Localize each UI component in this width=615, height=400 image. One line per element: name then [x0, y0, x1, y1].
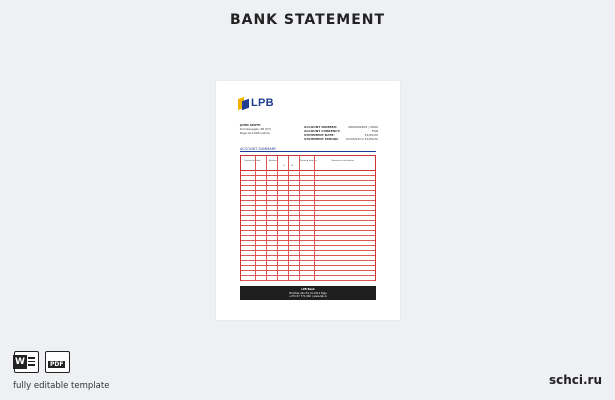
transactions-table	[240, 155, 376, 281]
account-info-value: 0000000001 / 0000	[348, 125, 378, 129]
table-header-cell: Dr	[291, 165, 294, 167]
table-header-cell: Amount	[269, 160, 277, 162]
account-info-value: EUR	[371, 129, 378, 133]
account-info-label: ACCOUNT NUMBER:	[304, 125, 338, 129]
table-header-cell: Transaction description	[331, 160, 355, 162]
word-icon-lines	[28, 357, 35, 368]
divider	[240, 151, 376, 152]
word-icon-letter: W	[13, 355, 27, 369]
statement-document-preview[interactable]	[216, 81, 400, 320]
customer-address	[240, 123, 271, 135]
table-header-cell: Running balance	[300, 160, 317, 162]
account-info-value: 31/05/20	[364, 133, 378, 137]
pdf-file-icon[interactable]	[45, 351, 70, 373]
table-header	[241, 156, 375, 171]
caption: fully editable template	[13, 381, 110, 391]
account-summary-title: ACCOUNT SUMMARY	[240, 147, 276, 151]
footer-address: Brivibas iela 54, LV-1011 Riga	[289, 291, 327, 295]
format-icons	[14, 351, 70, 373]
customer-name: JOHN SMITH	[240, 123, 261, 127]
table-header-cell: Transaction date	[244, 160, 261, 162]
page-title: BANK STATEMENT	[229, 12, 386, 28]
account-info-value: 01/05/20 to 31/05/20	[346, 137, 378, 141]
bank-logo	[238, 97, 274, 109]
statement-footer	[240, 286, 376, 300]
customer-address-line: Riga LV-1006 Latvia	[240, 131, 270, 135]
account-info	[304, 125, 378, 141]
pdf-icon-label: PDF	[50, 361, 64, 368]
customer-address-line: Komasvegen 48 (07)	[240, 127, 272, 131]
bank-logo-text: LPB	[251, 97, 274, 109]
bank-logo-icon	[238, 98, 249, 109]
account-info-label: STATEMENT PERIOD:	[304, 137, 339, 141]
account-info-label: STATEMENT DATE:	[304, 133, 335, 137]
account-info-label: ACCOUNT CURRENCY:	[304, 129, 341, 133]
brand-watermark: schci.ru	[548, 373, 602, 387]
account-info-row	[304, 137, 378, 141]
footer-contact: +371 67 771 000 | www.lpb.lv	[289, 295, 327, 298]
table-header-cell: Cr	[283, 165, 286, 167]
word-file-icon[interactable]	[14, 351, 39, 373]
table-row	[241, 276, 375, 281]
footer-bank-name: LPB Bank	[301, 288, 315, 291]
